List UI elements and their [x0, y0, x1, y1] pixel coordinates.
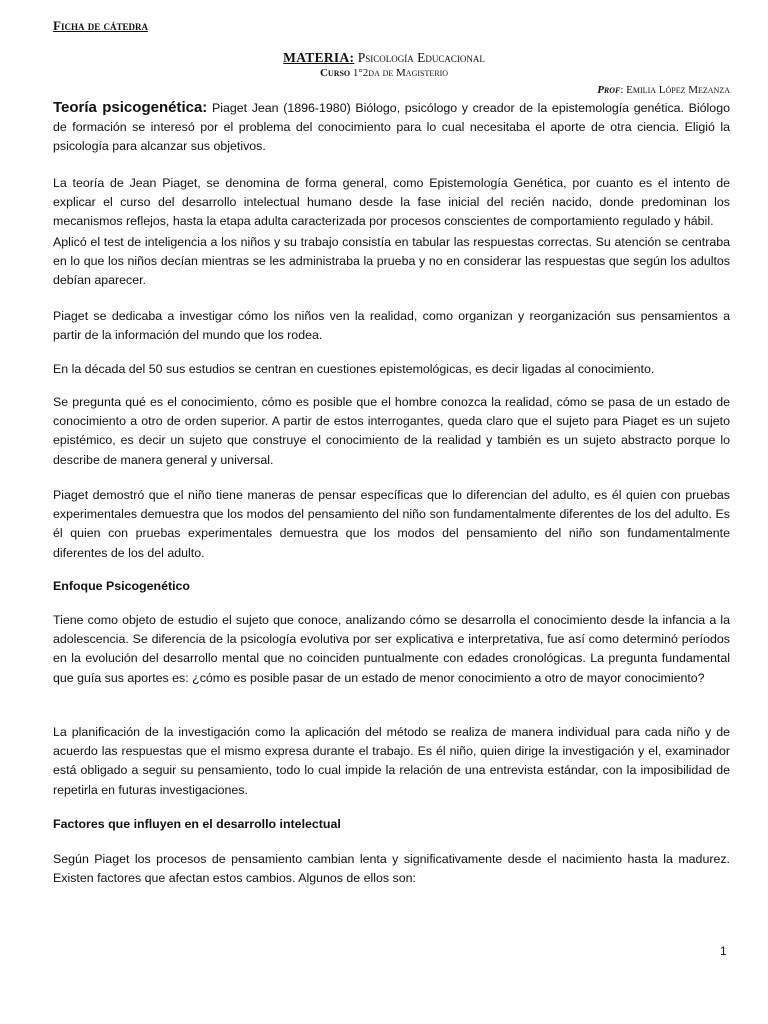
ficha-label: Ficha de cátedra: [53, 18, 148, 33]
prof-label: Prof: [597, 84, 621, 96]
prof-line: [597, 84, 730, 96]
paragraph-7: Piaget demostró que el niño tiene maneras de pensar específicas que lo diferencian del adulto, es él quien con pruebas experimentales demuestra que los modos del pensamiento del niño son fundamentalmente diferentes de los del adulto. Es él quien con pruebas experimentales demuestra que los modos del pensamiento del niño son fundamentalmente diferentes de los del adulto.: [53, 488, 730, 560]
teoria-title: Teoría psicogenética:: [53, 99, 208, 116]
teoria-text: Piaget Jean (1896-1980) Biólogo, psicólogo y creador de la epistemología genética. Biólogo de formación se interesó por el problema del conocimiento para lo cual necesitaba el aporte de otra ciencia. Eligió la psicología para alcanzar sus objetivos.: [53, 101, 730, 154]
page-number: 1: [720, 944, 727, 958]
materia-label: MATERIA:: [283, 50, 355, 65]
paragraph-2: La teoría de Jean Piaget, se denomina de forma general, como Epistemología Genética, por cuanto es el intento de explicar el curso del desarrollo intelectual humano desde la fase inicial del recién nacido, donde predominan los mecanismos reflejos, hasta la etapa adulta caracterizada por procesos conscientes de comportamiento regulado y hábil.: [53, 176, 730, 229]
paragraph-4: Piaget se dedicaba a investigar cómo los niños ven la realidad, como organizan y reorganización sus pensamientos a partir de la información del mundo que los rodea.: [53, 309, 730, 343]
materia-value: Psicología Educacional: [357, 50, 485, 65]
paragraph-5: En la década del 50 sus estudios se centran en cuestiones epistemológicas, es decir ligadas al conocimiento.: [53, 362, 655, 376]
heading-factores: Factores que influyen en el desarrollo intelectual: [53, 817, 341, 831]
paragraph-3: Aplicó el test de inteligencia a los niños y su trabajo consistía en tabular las respuestas correctas. Su atención se centraba en lo que los niños decían mientras se les administraba la prueba y no en considerar las respuestas que según los adultos debían aparecer.: [53, 235, 730, 288]
curso-value: 1°2da de Magisterio: [352, 67, 449, 79]
curso-line: [0, 67, 768, 79]
curso-label: Curso: [319, 67, 351, 79]
heading-enfoque: Enfoque Psicogenético: [53, 579, 191, 593]
paragraph-9: La planificación de la investigación como la aplicación del método se realiza de manera individual para cada niño y de acuerdo las respuestas que el mismo expresa durante el trabajo. Es él niño, quien dirige la investigación y el, examinador está obligado a seguir su pensamiento, todo lo cual impide la relación de una entrevista estándar, con la imposibilidad de repetirla en futuras investigaciones.: [53, 725, 730, 797]
materia-line: [0, 50, 768, 66]
paragraph-6: Se pregunta qué es el conocimiento, cómo es posible que el hombre conozca la realidad, cómo se pasa de un estado de conocimiento a otro de orden superior. A partir de estos interrogantes, queda claro que el sujeto para Piaget es un sujeto epistémico, es decir un sujeto que construye el conocimiento de la realidad y también es un sujeto abstracto porque lo describe de manera general y universal.: [53, 395, 730, 467]
paragraph-8: Tiene como objeto de estudio el sujeto que conoce, analizando cómo se desarrolla el conocimiento desde la infancia a la adolescencia. Se diferencia de la psicología evolutiva por ser explicativa e interpretativa, fue así como determinó períodos en la evolución del desarrollo mental que no coinciden puntualmente con edades cronológicas. La pregunta fundamental que guía sus aportes es: ¿cómo es posible pasar de un estado de menor conocimiento a otro de mayor conocimiento?: [53, 613, 730, 685]
paragraph-10: Según Piaget los procesos de pensamiento cambian lenta y significativamente desde el nacimiento hasta la madurez. Existen factores que afectan estos cambios. Algunos de ellos son:: [53, 852, 730, 886]
paragraph-teoria: [53, 98, 730, 157]
prof-value: : Emilia López Mezanza: [620, 84, 730, 96]
